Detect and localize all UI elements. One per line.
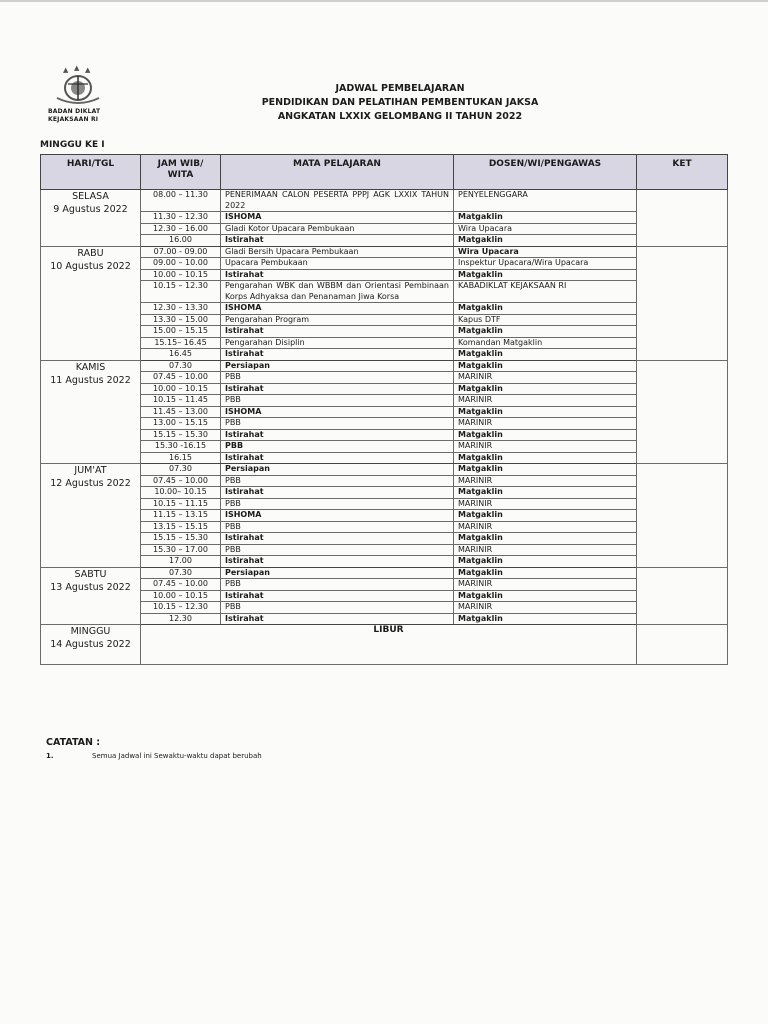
time-cell: 07.30: [141, 360, 221, 372]
subject-cell: PBB: [221, 475, 454, 487]
time-cell: 08.00 – 11.30: [141, 190, 221, 212]
table-row: [41, 281, 728, 303]
svg-text:▲: ▲: [74, 64, 80, 72]
lecturer-cell: Matgaklin: [454, 510, 637, 522]
table-row: [41, 475, 728, 487]
note-cell: [637, 464, 728, 568]
time-cell: 10.15 – 11.15: [141, 498, 221, 510]
scan-edge: [0, 0, 768, 2]
subject-cell: PENERIMAAN CALON PESERTA PPPJ AGK LXXIX TAHUN 2022: [221, 190, 454, 212]
time-cell: 11.45 – 13.00: [141, 406, 221, 418]
subject-cell: Istirahat: [221, 383, 454, 395]
day-date: 10 Agustus 2022: [50, 260, 131, 272]
day-cell: [41, 464, 141, 568]
time-cell: 16.00: [141, 235, 221, 247]
subject-cell: ISHOMA: [221, 510, 454, 522]
lecturer-cell: Matgaklin: [454, 326, 637, 338]
table-row-sunday: [41, 625, 728, 665]
subject-cell: Istirahat: [221, 590, 454, 602]
time-cell: 07.45 – 10.00: [141, 475, 221, 487]
day-date: 12 Agustus 2022: [50, 478, 131, 489]
day-cell: [41, 190, 141, 247]
lecturer-cell: KABADIKLAT KEJAKSAAN RI: [454, 281, 637, 303]
lecturer-cell: MARINIR: [454, 475, 637, 487]
subject-cell: PBB: [221, 498, 454, 510]
table-row: [41, 613, 728, 625]
subject-cell: Istirahat: [221, 269, 454, 281]
time-cell: 07.30: [141, 567, 221, 579]
table-row: [41, 212, 728, 224]
day-name: MINGGU: [70, 626, 111, 637]
subject-cell: Istirahat: [221, 556, 454, 568]
lecturer-cell: Matgaklin: [454, 383, 637, 395]
time-cell: 16.45: [141, 349, 221, 361]
lecturer-cell: Matgaklin: [454, 269, 637, 281]
table-row: [41, 326, 728, 338]
day-cell: [41, 246, 141, 360]
subject-cell: ISHOMA: [221, 406, 454, 418]
svg-text:▲: ▲: [63, 66, 69, 74]
time-cell: 15.00 – 15.15: [141, 326, 221, 338]
subject-cell: PBB: [221, 441, 454, 453]
table-row: [41, 349, 728, 361]
subject-cell: Gladi Bersih Upacara Pembukaan: [221, 246, 454, 258]
svg-text:▲: ▲: [85, 66, 91, 74]
week-label: MINGGU KE I: [40, 140, 105, 150]
day-name: JUM'AT: [74, 465, 107, 476]
time-cell: 10.15 – 12.30: [141, 602, 221, 614]
table-row: [41, 590, 728, 602]
lecturer-cell: MARINIR: [454, 498, 637, 510]
table-row: [41, 452, 728, 464]
document-title: [210, 82, 590, 124]
time-cell: 10.00 – 10.15: [141, 383, 221, 395]
holiday-cell: LIBUR: [141, 625, 637, 665]
time-cell: 15.30 – 17.00: [141, 544, 221, 556]
table-row: [41, 383, 728, 395]
subject-cell: Istirahat: [221, 429, 454, 441]
time-cell: 13.15 – 15.15: [141, 521, 221, 533]
table-row: [41, 544, 728, 556]
subject-cell: Pengarahan Disiplin: [221, 337, 454, 349]
note-cell: [637, 625, 728, 665]
scales-of-justice-emblem-icon: [51, 64, 105, 106]
time-cell: 11.15 – 13.15: [141, 510, 221, 522]
time-cell: 15.15 – 15.30: [141, 429, 221, 441]
table-row: [41, 258, 728, 270]
table-row: [41, 418, 728, 430]
title-line3: ANGKATAN LXXIX GELOMBANG II TAHUN 2022: [277, 111, 523, 122]
subject-cell: PBB: [221, 579, 454, 591]
lecturer-cell: Matgaklin: [454, 590, 637, 602]
table-row: [41, 498, 728, 510]
day-name: RABU: [77, 247, 104, 259]
subject-cell: Istirahat: [221, 487, 454, 499]
note-item: [46, 752, 262, 760]
lecturer-cell: Wira Upacara: [454, 246, 637, 258]
subject-cell: Istirahat: [221, 613, 454, 625]
time-cell: 13.30 – 15.00: [141, 314, 221, 326]
day-name: SABTU: [74, 568, 107, 580]
lecturer-cell: MARINIR: [454, 441, 637, 453]
notes-title: CATATAN :: [46, 737, 101, 748]
note-cell: [637, 190, 728, 247]
table-row: [41, 406, 728, 418]
day-date: 9 Agustus 2022: [53, 204, 128, 215]
subject-cell: PBB: [221, 395, 454, 407]
time-cell: 07.00 - 09.00: [141, 246, 221, 258]
time-cell: 15.15– 16.45: [141, 337, 221, 349]
time-cell: 10.15 – 12.30: [141, 281, 221, 303]
table-row: [41, 360, 728, 372]
note-cell: [637, 360, 728, 464]
time-cell: 07.45 – 10.00: [141, 579, 221, 591]
schedule-body: [41, 190, 728, 665]
subject-cell: Pengarahan Program: [221, 314, 454, 326]
subject-cell: Istirahat: [221, 452, 454, 464]
lecturer-cell: MARINIR: [454, 544, 637, 556]
time-cell: 10.00 – 10.15: [141, 590, 221, 602]
col-header-time: JAM WIB/ WITA: [141, 155, 221, 190]
subject-cell: PBB: [221, 521, 454, 533]
day-cell: [41, 625, 141, 665]
table-row: [41, 579, 728, 591]
time-cell: 13.00 – 15.15: [141, 418, 221, 430]
time-cell: 10.15 – 11.45: [141, 395, 221, 407]
org-line2: KEJAKSAAN RI: [48, 116, 99, 123]
table-row: [41, 372, 728, 384]
table-row: [41, 487, 728, 499]
lecturer-cell: Matgaklin: [454, 452, 637, 464]
day-cell: [41, 360, 141, 464]
lecturer-cell: Kapus DTF: [454, 314, 637, 326]
time-cell: 07.30: [141, 464, 221, 476]
time-cell: 15.15 – 15.30: [141, 533, 221, 545]
subject-cell: Persiapan: [221, 464, 454, 476]
lecturer-cell: Wira Upacara: [454, 223, 637, 235]
subject-cell: Upacara Pembukaan: [221, 258, 454, 270]
lecturer-cell: Matgaklin: [454, 613, 637, 625]
day-date: 13 Agustus 2022: [50, 581, 131, 593]
lecturer-cell: MARINIR: [454, 521, 637, 533]
lecturer-cell: Matgaklin: [454, 487, 637, 499]
subject-cell: PBB: [221, 418, 454, 430]
time-cell: 16.15: [141, 452, 221, 464]
lecturer-cell: Matgaklin: [454, 429, 637, 441]
lecturer-cell: Komandan Matgaklin: [454, 337, 637, 349]
org-line1: BADAN DIKLAT: [48, 108, 101, 115]
title-line2: PENDIDIKAN DAN PELATIHAN PEMBENTUKAN JAKSA: [261, 97, 539, 108]
time-cell: 10.00– 10.15: [141, 487, 221, 499]
lecturer-cell: Matgaklin: [454, 406, 637, 418]
day-date: 14 Agustus 2022: [50, 639, 131, 650]
subject-cell: Persiapan: [221, 360, 454, 372]
org-name: [48, 108, 118, 124]
note-number: 1.: [46, 752, 54, 760]
lecturer-cell: Matgaklin: [454, 303, 637, 315]
lecturer-cell: Matgaklin: [454, 556, 637, 568]
subject-cell: PBB: [221, 372, 454, 384]
subject-cell: Persiapan: [221, 567, 454, 579]
lecturer-cell: MARINIR: [454, 372, 637, 384]
col-header-subject: MATA PELAJARAN: [221, 155, 454, 190]
day-name: KAMIS: [75, 361, 106, 373]
table-row: [41, 429, 728, 441]
table-row: [41, 395, 728, 407]
time-cell: 09.00 – 10.00: [141, 258, 221, 270]
table-row: [41, 533, 728, 545]
subject-cell: ISHOMA: [221, 303, 454, 315]
lecturer-cell: MARINIR: [454, 395, 637, 407]
table-row: [41, 235, 728, 247]
note-cell: [637, 246, 728, 360]
lecturer-cell: Matgaklin: [454, 567, 637, 579]
table-row: [41, 521, 728, 533]
time-cell: 10.00 – 10.15: [141, 269, 221, 281]
note-cell: [637, 567, 728, 625]
subject-cell: ISHOMA: [221, 212, 454, 224]
time-cell: 17.00: [141, 556, 221, 568]
table-row: [41, 190, 728, 212]
lecturer-cell: Inspektur Upacara/Wira Upacara: [454, 258, 637, 270]
table-row: [41, 556, 728, 568]
col-header-lecturer: DOSEN/WI/PENGAWAS: [454, 155, 637, 190]
schedule-table: [40, 154, 728, 665]
table-row: [41, 314, 728, 326]
table-row: [41, 337, 728, 349]
lecturer-cell: Matgaklin: [454, 360, 637, 372]
table-row: [41, 510, 728, 522]
lecturer-cell: Matgaklin: [454, 212, 637, 224]
lecturer-cell: MARINIR: [454, 579, 637, 591]
kejaksaan-logo: [38, 64, 118, 124]
table-row: [41, 223, 728, 235]
subject-cell: PBB: [221, 602, 454, 614]
table-row: [41, 269, 728, 281]
day-name: SELASA: [72, 191, 109, 202]
subject-cell: Gladi Kotor Upacara Pembukaan: [221, 223, 454, 235]
subject-cell: Istirahat: [221, 326, 454, 338]
subject-cell: Istirahat: [221, 533, 454, 545]
day-cell: [41, 567, 141, 625]
time-cell: 12.30: [141, 613, 221, 625]
notes-section: [46, 737, 262, 760]
table-row: [41, 602, 728, 614]
lecturer-cell: Matgaklin: [454, 349, 637, 361]
time-cell: 07.45 – 10.00: [141, 372, 221, 384]
lecturer-cell: Matgaklin: [454, 464, 637, 476]
lecturer-cell: Matgaklin: [454, 235, 637, 247]
col-header-note: KET: [637, 155, 728, 190]
lecturer-cell: MARINIR: [454, 418, 637, 430]
note-text: Semua Jadwal ini Sewaktu-waktu dapat berubah: [92, 752, 262, 760]
col-header-day: HARI/TGL: [41, 155, 141, 190]
time-cell: 11.30 – 12.30: [141, 212, 221, 224]
subject-cell: Pengarahan WBK dan WBBM dan Orientasi Pembinaan Korps Adhyaksa dan Penanaman Jiwa Korsa: [221, 281, 454, 303]
lecturer-cell: PENYELENGGARA: [454, 190, 637, 212]
subject-cell: Istirahat: [221, 235, 454, 247]
lecturer-cell: MARINIR: [454, 602, 637, 614]
time-cell: 12.30 – 16.00: [141, 223, 221, 235]
time-cell: 15.30 -16.15: [141, 441, 221, 453]
title-line1: JADWAL PEMBELAJARAN: [335, 83, 465, 94]
subject-cell: Istirahat: [221, 349, 454, 361]
table-row: [41, 246, 728, 258]
subject-cell: PBB: [221, 544, 454, 556]
table-row: [41, 464, 728, 476]
table-row: [41, 441, 728, 453]
table-header-row: [41, 155, 728, 190]
table-row: [41, 567, 728, 579]
day-date: 11 Agustus 2022: [50, 374, 131, 386]
lecturer-cell: Matgaklin: [454, 533, 637, 545]
table-row: [41, 303, 728, 315]
time-cell: 12.30 – 13.30: [141, 303, 221, 315]
